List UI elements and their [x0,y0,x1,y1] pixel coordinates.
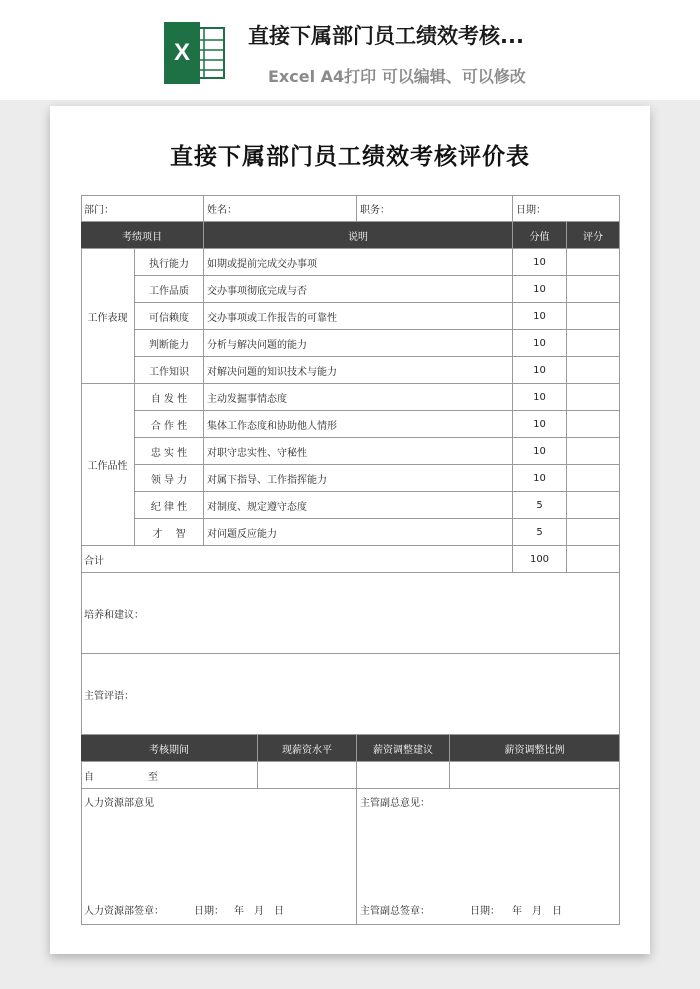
item-name: 纪 律 性 [135,492,204,519]
supervisor-comment: 主管评语： [81,654,620,735]
file-subtitle: Excel A4打印 可以编辑、可以修改 [268,67,526,86]
item-name: 工作品质 [135,276,204,303]
item-name: 才 智 [135,519,204,546]
document-page [50,106,650,954]
item-score: 5 [513,519,567,546]
excel-icon-letter: X [173,39,191,66]
item-desc: 对属下指导、工作指挥能力 [204,465,513,492]
name-field: 姓名： [204,195,357,222]
item-rating [567,249,620,276]
item-score: 10 [513,249,567,276]
item-desc: 主动发掘事情态度 [204,384,513,411]
hr-opinion: 人力资源部意见 人力资源部签章： 日期： 年 月 日 [81,789,357,925]
item-rating [567,411,620,438]
sign-date-value: 年 月 日 [512,906,562,917]
hr-signature [84,902,284,917]
item-rating [567,492,620,519]
item-rating [567,330,620,357]
item-rating [567,303,620,330]
salary-header: 现薪资水平 [258,735,357,762]
deputy-opinion: 主管副总意见： 主管副总签章： 日期： 年 月 日 [357,789,620,925]
item-desc: 交办事项或工作报告的可靠性 [204,303,513,330]
item-rating [567,438,620,465]
dept-field: 部门： [81,195,204,222]
sign-date-value: 年 月 日 [234,906,284,917]
item-name: 工作知识 [135,357,204,384]
item-score: 10 [513,465,567,492]
total-label: 合计 [81,546,513,573]
item-score: 10 [513,384,567,411]
date-field: 日期： [513,195,620,222]
document-title: 直接下属部门员工绩效考核评价表 [170,144,530,170]
item-rating [567,357,620,384]
salary-value [258,762,357,789]
item-rating [567,465,620,492]
period-from: 自 [84,771,94,783]
item-desc: 对问题反应能力 [204,519,513,546]
col-header-desc: 说明 [204,222,513,249]
item-desc: 集体工作态度和协助他人情形 [204,411,513,438]
item-desc: 交办事项彻底完成与否 [204,276,513,303]
item-name: 自 发 性 [135,384,204,411]
item-name: 执行能力 [135,249,204,276]
col-header-rating: 评分 [567,222,620,249]
item-rating [567,519,620,546]
training-suggestion: 培养和建议： [81,573,620,654]
period-to: 至 [148,771,158,783]
salary-value [357,762,450,789]
item-rating [567,384,620,411]
position-field: 职务： [357,195,513,222]
item-desc: 对制度、规定遵守态度 [204,492,513,519]
col-header-item: 考绩项目 [81,222,204,249]
group-label: 工作表现 [81,249,135,384]
sign-date-label: 日期： [194,906,224,917]
item-name: 判断能力 [135,330,204,357]
salary-header: 薪资调整建议 [357,735,450,762]
item-desc: 如期或提前完成交办事项 [204,249,513,276]
salary-value [450,762,620,789]
item-score: 10 [513,330,567,357]
evaluation-table [50,106,650,954]
file-title: 直接下属部门员工绩效考核... [248,24,524,48]
item-score: 10 [513,276,567,303]
salary-header: 考核期间 [81,735,258,762]
hr-signature-label: 人力资源部签章： [84,906,164,917]
item-name: 可信赖度 [135,303,204,330]
total-rating [567,546,620,573]
item-desc: 对职守忠实性、守秘性 [204,438,513,465]
item-rating [567,276,620,303]
item-desc: 对解决问题的知识技术与能力 [204,357,513,384]
excel-file-icon [162,20,228,86]
total-score: 100 [513,546,567,573]
header-bar [0,0,700,100]
item-score: 10 [513,438,567,465]
deputy-signature [360,902,562,917]
item-score: 10 [513,303,567,330]
period-cell [81,762,258,789]
item-score: 10 [513,357,567,384]
group-label: 工作品性 [81,384,135,546]
item-name: 忠 实 性 [135,438,204,465]
salary-header: 薪资调整比例 [450,735,620,762]
col-header-score: 分值 [513,222,567,249]
item-score: 10 [513,411,567,438]
item-desc: 分析与解决问题的能力 [204,330,513,357]
sign-date-label: 日期： [470,906,500,917]
item-name: 合 作 性 [135,411,204,438]
item-score: 5 [513,492,567,519]
deputy-signature-label: 主管副总签章： [360,906,430,917]
item-name: 领 导 力 [135,465,204,492]
